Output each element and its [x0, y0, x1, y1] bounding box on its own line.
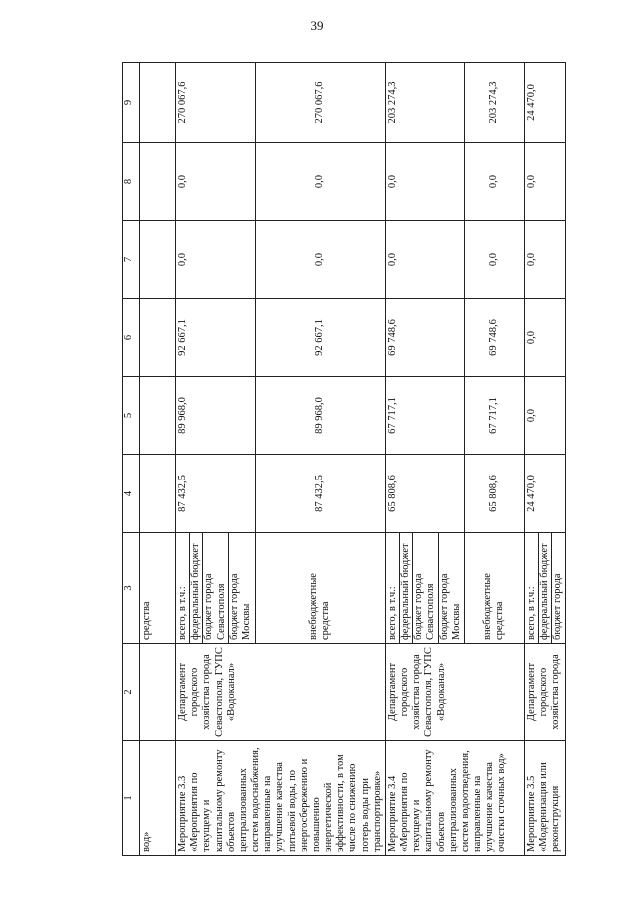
value-cell: 0,0: [255, 143, 385, 221]
table-row: [385, 63, 464, 856]
funds-total: всего, в т.ч.:: [177, 586, 188, 640]
carry-over-measure: вод»: [140, 741, 176, 856]
funds-extra: внебюджетные средства: [464, 533, 524, 644]
carry-over-funds: средства: [140, 533, 176, 644]
funds-city: бюджет города: [551, 533, 564, 643]
header-cell: 4: [123, 455, 140, 533]
budget-table: [122, 62, 566, 856]
value-cell: 0,0: [176, 143, 256, 221]
header-cell: 1: [123, 741, 140, 856]
measure-cell: Мероприятие 3.4 «Мероприятия по текущему и капитальному ремонту объектов централизованных систем водоотведения, направленные на улучшение качества очистки сточных вод»: [385, 741, 524, 856]
value-cell: 0,0: [385, 221, 464, 299]
value-cell: 0,0: [524, 143, 566, 221]
value-cell: 87 432,5: [255, 455, 385, 533]
value-cell: 92 667,1: [255, 299, 385, 377]
value-cell: 87 432,5: [176, 455, 256, 533]
value-cell: 65 808,6: [464, 455, 524, 533]
value-cell: 0,0: [385, 143, 464, 221]
value-cell: 24 470,0: [524, 63, 566, 143]
funds-city: бюджет города Севастополя: [202, 533, 227, 643]
funds-cell: [176, 533, 256, 644]
value-cell: 0,0: [255, 221, 385, 299]
value-cell: 0,0: [524, 299, 566, 377]
header-row: [123, 63, 140, 856]
value-cell: 203 274,3: [464, 63, 524, 143]
value-cell: 89 968,0: [176, 377, 256, 455]
funds-total: всего, в т.ч.:: [525, 586, 537, 640]
value-cell: 270 067,6: [255, 63, 385, 143]
funds-cell: [524, 533, 566, 644]
value-cell: 69 748,6: [464, 299, 524, 377]
funds-city: бюджет города Севастополя: [412, 533, 437, 643]
value-cell: 0,0: [524, 377, 566, 455]
value-cell: 270 067,6: [176, 63, 256, 143]
value-cell: 67 717,1: [464, 377, 524, 455]
page-number: 39: [310, 18, 324, 33]
header-cell: 9: [123, 63, 140, 143]
funds-moscow: бюджет города Москвы: [438, 533, 463, 643]
executor-cell: Департамент городского хозяйства города Севастополя, ГУПС «Водоканал»: [176, 644, 386, 741]
measure-cell: Мероприятие 3.3 «Мероприятия по текущему и капитальному ремонту объектов централизованных систем водоснабжения, направленные на улучшение качества питьевой воды, по энергосбережению и повышению энергетической эффективности, в том числе по снижению потерь воды при транспортировке»: [176, 741, 386, 856]
rotated-table-wrapper: [122, 63, 600, 856]
header-cell: 5: [123, 377, 140, 455]
funds-moscow: бюджет города Москвы: [228, 533, 253, 643]
funds-cell: [385, 533, 464, 644]
value-cell: 67 717,1: [385, 377, 464, 455]
value-cell: 89 968,0: [255, 377, 385, 455]
header-cell: 3: [123, 533, 140, 644]
value-cell: 0,0: [524, 221, 566, 299]
funds-federal: федеральный бюджет: [189, 533, 202, 643]
measure-cell: Мероприятие 3.5 «Модернизация или реконструкция: [524, 741, 566, 856]
value-cell: 0,0: [176, 221, 256, 299]
table-row: [176, 63, 256, 856]
value-cell: 24 470,0: [524, 455, 566, 533]
funds-federal: федеральный бюджет: [538, 533, 551, 643]
executor-cell: Департамент городского хозяйства города: [524, 644, 566, 741]
value-cell: 203 274,3: [385, 63, 464, 143]
funds-extra: внебюджетные средства: [255, 533, 385, 644]
header-cell: 8: [123, 143, 140, 221]
executor-cell: Департамент городского хозяйства города Севастополя, ГУПС «Водоканал»: [385, 644, 524, 741]
funds-total: всего, в т.ч.:: [386, 586, 398, 640]
value-cell: 92 667,1: [176, 299, 256, 377]
value-cell: 65 808,6: [385, 455, 464, 533]
value-cell: 0,0: [464, 143, 524, 221]
header-cell: 7: [123, 221, 140, 299]
carry-over-row: [140, 63, 176, 856]
funds-federal: федеральный бюджет: [399, 533, 412, 643]
table-row: [524, 63, 566, 856]
value-cell: 69 748,6: [385, 299, 464, 377]
carry-over-empty: [140, 644, 176, 741]
header-cell: 6: [123, 299, 140, 377]
header-cell: 2: [123, 644, 140, 741]
value-cell: 0,0: [464, 221, 524, 299]
